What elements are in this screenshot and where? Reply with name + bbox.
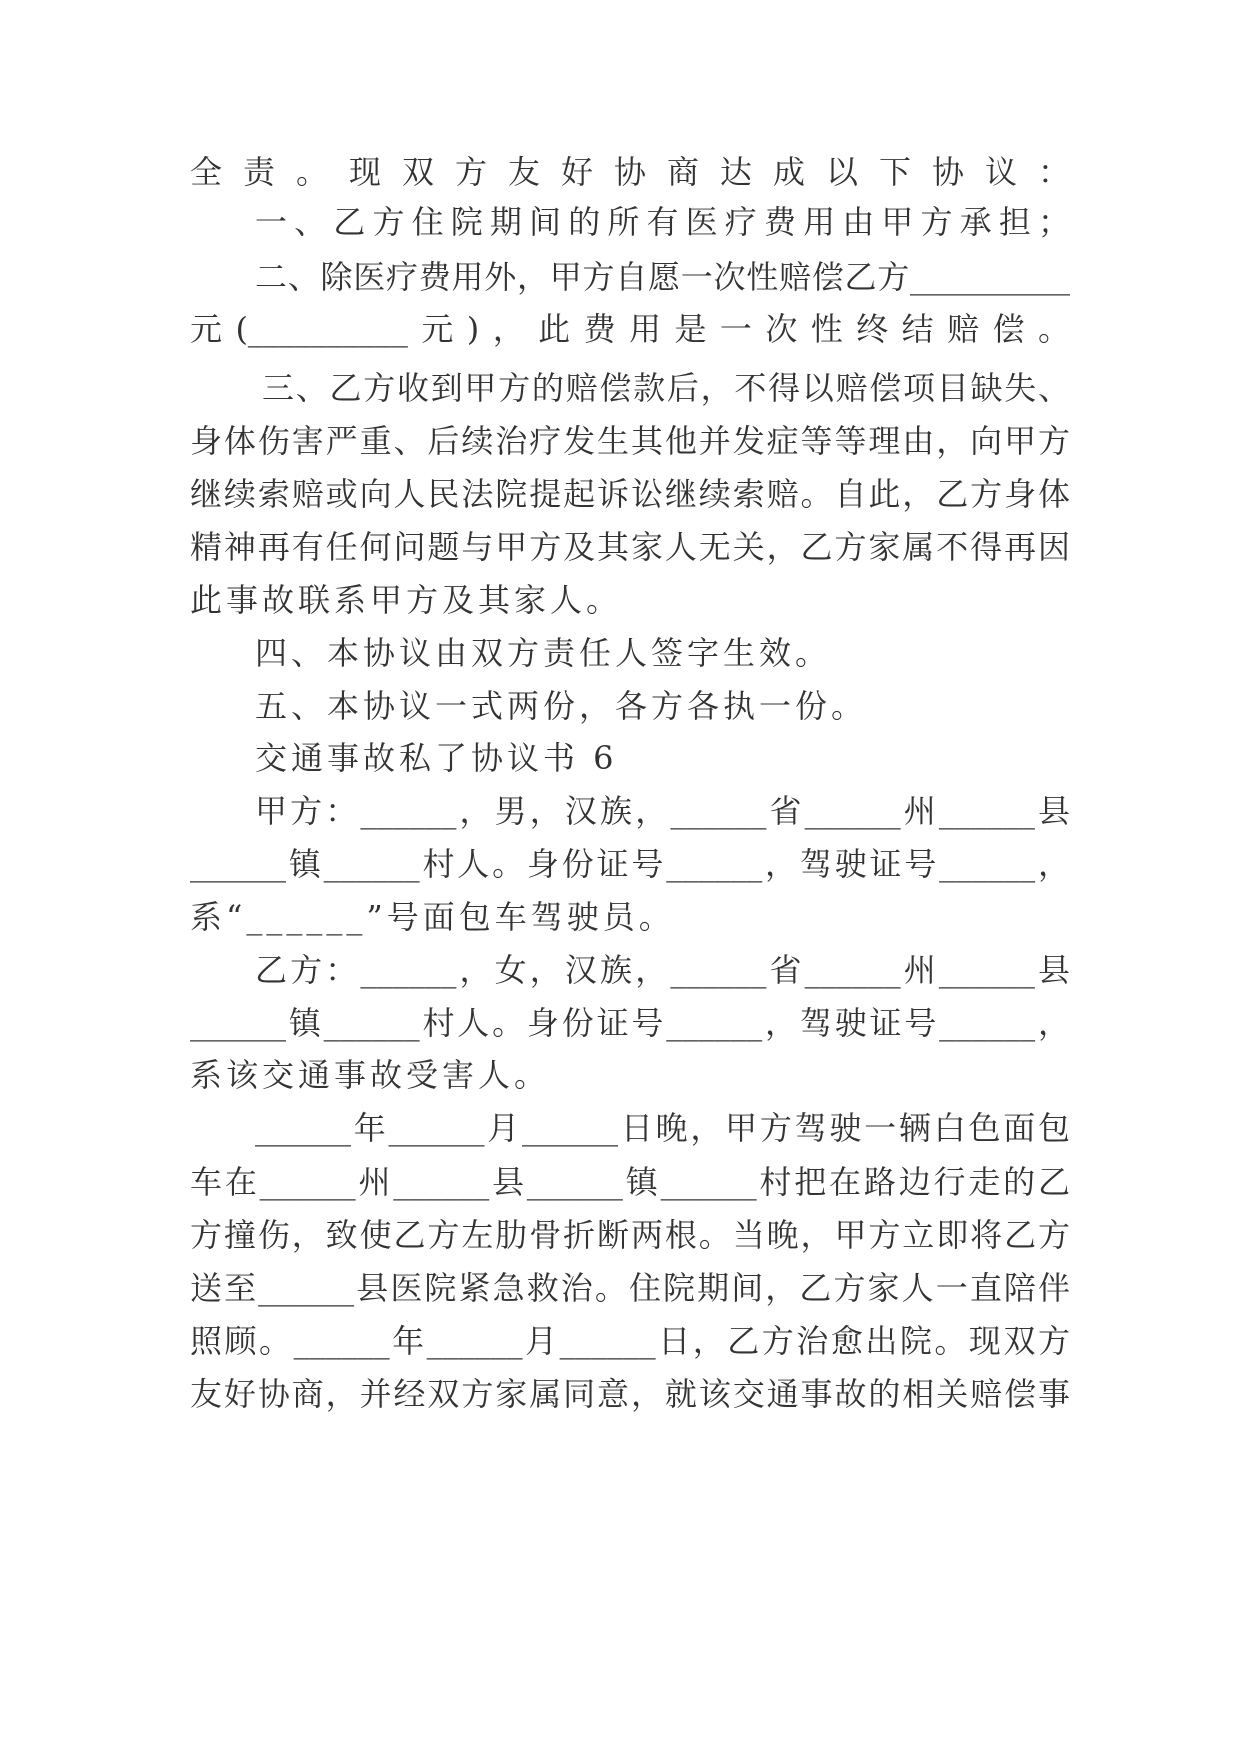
paragraph-line: 精神再有任何问题与甲方及其家人无关，乙方家属不得再因 — [190, 528, 1070, 566]
paragraph-line: ______镇______村人。身份证号______，驾驶证号______， — [190, 1004, 1070, 1042]
paragraph-line: 身体伤害严重、后续治疗发生其他并发症等等理由，向甲方 — [190, 422, 1070, 460]
paragraph-line: 全责。现双方友好协商达成以下协议： — [190, 153, 1070, 191]
paragraph-line: 三、乙方收到甲方的赔偿款后，不得以赔偿项目缺失、 — [262, 369, 1070, 407]
paragraph-line: 四、本协议由双方责任人签字生效。 — [255, 634, 832, 672]
paragraph-line: 甲方：______，男，汉族，______省______州______县 — [255, 792, 1070, 830]
paragraph-line: 此事故联系甲方及其家人。 — [190, 581, 623, 619]
paragraph-line: 系“______”号面包车驾驶员。 — [190, 898, 675, 936]
paragraph-line: 友好协商，并经双方家属同意，就该交通事故的相关赔偿事 — [190, 1375, 1070, 1413]
paragraph-line: 送至______县医院紧急救治。住院期间，乙方家人一直陪伴 — [190, 1269, 1070, 1307]
section-heading: 交通事故私了协议书 6 — [255, 739, 618, 777]
paragraph-line: 车在______州______县______镇______村把在路边行走的乙 — [190, 1163, 1070, 1201]
paragraph-line: ______镇______村人。身份证号______，驾驶证号______， — [190, 845, 1070, 883]
paragraph-line: 乙方：______，女，汉族，______省______州______县 — [255, 951, 1070, 989]
paragraph-line: 元(__________元)，此费用是一次性终结赔偿。 — [190, 310, 1070, 348]
paragraph-line: 方撞伤，致使乙方左肋骨折断两根。当晚，甲方立即将乙方 — [190, 1216, 1070, 1254]
paragraph-line: 继续索赔或向人民法院提起诉讼继续索赔。自此，乙方身体 — [190, 475, 1070, 513]
paragraph-line: ______年______月______日晚，甲方驾驶一辆白色面包 — [255, 1109, 1070, 1147]
paragraph-line: 二、除医疗费用外，甲方自愿一次性赔偿乙方__________ — [255, 258, 1070, 296]
paragraph-line: 一、乙方住院期间的所有医疗费用由甲方承担； — [255, 203, 1070, 241]
paragraph-line: 五、本协议一式两份，各方各执一份。 — [255, 687, 868, 725]
paragraph-line: 照顾。______年______月______日，乙方治愈出院。现双方 — [190, 1322, 1070, 1360]
paragraph-line: 系该交通事故受害人。 — [190, 1056, 551, 1094]
